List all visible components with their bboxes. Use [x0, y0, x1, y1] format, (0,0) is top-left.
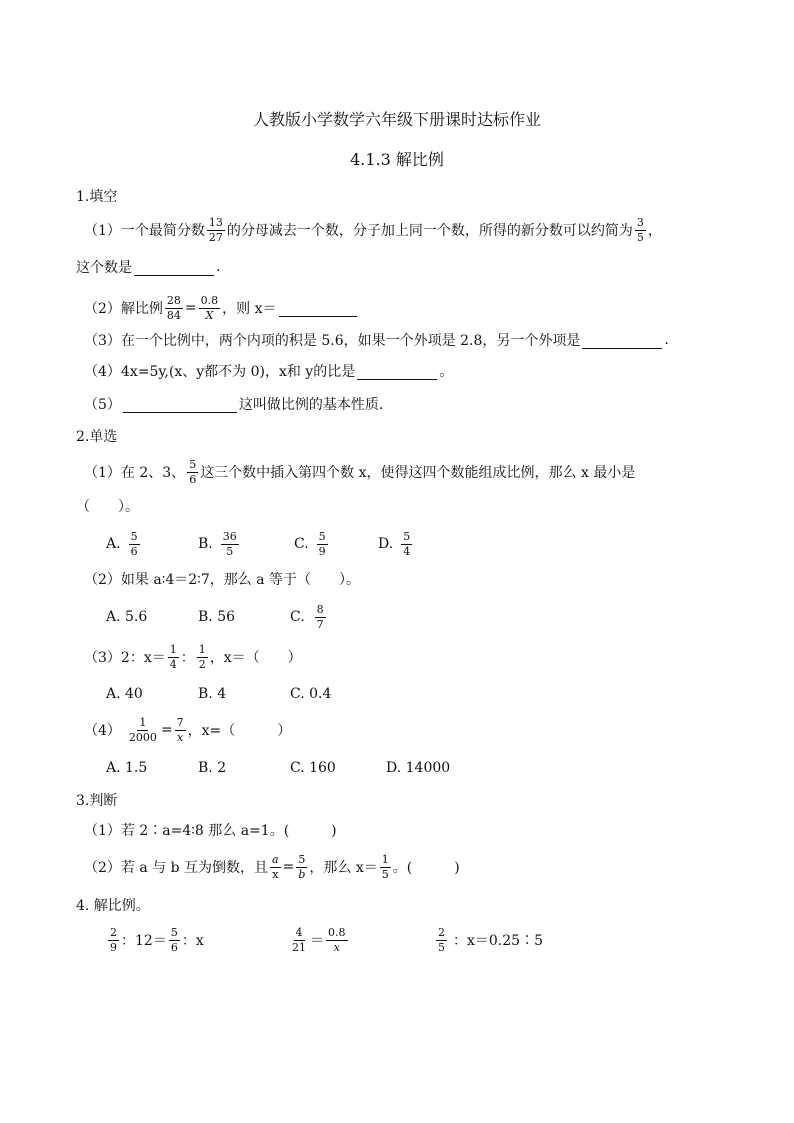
- answer-blank[interactable]: [279, 300, 357, 317]
- option-d[interactable]: D. 14000: [386, 760, 451, 776]
- answer-blank[interactable]: [582, 332, 662, 349]
- fraction: $\frac{36}{5}$: [222, 529, 237, 558]
- s1-q4: （4） 4x=5y,(x、y都不为 0)，x和 y的比是 。: [84, 364, 454, 380]
- fraction: $\frac{5}{6}$: [130, 529, 138, 558]
- section-1-heading: 1.填空: [76, 189, 118, 205]
- fraction: $\frac{1}{5}$: [381, 852, 389, 881]
- fraction: $\frac{5}{9}$: [318, 529, 326, 558]
- fraction: $\frac{1}{2}$: [198, 642, 206, 671]
- s1-q3: （3） 在一个比例中，两个内项的积是 5.6，如果一个外项是 2.8，另一个外项是 .: [84, 332, 669, 349]
- fraction: $\frac{5}{6}$: [170, 925, 178, 954]
- answer-blank[interactable]: [123, 396, 237, 413]
- answer-blank[interactable]: [134, 259, 214, 276]
- fraction: $\frac{13}{27}$: [208, 215, 223, 244]
- option-b[interactable]: B. 56: [198, 609, 236, 625]
- s2-q4: （4） $\frac{1}{2000}$ = $\frac{7}{x}$ ，x=（ ）: [84, 715, 292, 744]
- option-b[interactable]: B. 4: [198, 686, 227, 702]
- fraction: $\frac{4}{21}$: [292, 925, 306, 954]
- fraction: $\frac{1}{2000}$: [128, 715, 157, 744]
- s2-q1: （1） 在 2、3、 $\frac{5}{6}$ 这三个数中插入第四个数 x，使得这四个数能组成比例，那么 x 最小是: [84, 457, 636, 486]
- option-c[interactable]: C. 0.4: [290, 686, 332, 702]
- fraction: $\frac{2}{5}$: [438, 925, 445, 954]
- s2-q1-paren: （ ）。: [76, 499, 139, 515]
- s4-equation-3: $\frac{2}{5}$ ：x＝0.25∶5: [438, 925, 543, 954]
- s1-q2: （2） 解比例 $\frac{28}{84}$ = $\frac{0.8}{X}$ ，则 x＝: [84, 296, 359, 320]
- section-2-heading: 2.单选: [76, 429, 118, 445]
- option-c[interactable]: C. 160: [290, 760, 336, 776]
- fraction: $\frac{8}{7}$: [316, 602, 324, 631]
- fraction: $\frac{7}{x}$: [176, 715, 184, 744]
- s3-q1: （1） 若 2∶a=4∶8 那么 a=1。( ): [84, 823, 337, 839]
- doc-subtitle: 4.1.3 解比例: [350, 149, 444, 169]
- section-4-heading: 4. 解比例。: [76, 898, 150, 914]
- s4-equation-2: $\frac{4}{21}$ ＝ $\frac{0.8}{x}$: [292, 925, 346, 954]
- fraction: $\frac{a}{x}$: [272, 852, 279, 881]
- option-a[interactable]: A. 5.6: [106, 609, 148, 625]
- s4-equation-1: $\frac{2}{9}$ ：12＝ $\frac{5}{6}$ ：x: [110, 925, 204, 954]
- fraction: $\frac{3}{5}$: [636, 215, 644, 244]
- option-c[interactable]: C. $\frac{8}{7}$: [290, 602, 324, 631]
- fraction: $\frac{2}{9}$: [110, 925, 117, 954]
- s1-q1: （1） 一个最简分数 $\frac{13}{27}$ 的分母减去一个数，分子加上同一个数，所得的新分数可以约简为 $\frac{3}{5}$ ，: [84, 215, 662, 244]
- section-3-heading: 3.判断: [76, 793, 118, 809]
- fraction: $\frac{0.8}{x}$: [328, 925, 346, 954]
- s2-q2: （2） 如果 a∶4＝2∶7，那么 a 等于（ ）。: [84, 572, 360, 588]
- s1-q1-cont: 这个数是 .: [76, 259, 221, 276]
- s3-q2: （2） 若 a 与 b 互为倒数，且 $\frac{a}{x}$ = $\frac{5}{b}$ ，那么 x＝ $\frac{1}{5}$ 。( ): [84, 852, 460, 881]
- option-a[interactable]: A. 1.5: [106, 760, 148, 776]
- answer-blank[interactable]: [357, 363, 437, 380]
- option-d[interactable]: D. $\frac{5}{4}$: [378, 529, 411, 558]
- fraction: $\frac{28}{84}$: [166, 293, 181, 322]
- fraction: $\frac{0.8}{X}$: [200, 293, 219, 322]
- fraction: $\frac{5}{4}$: [403, 529, 411, 558]
- option-b[interactable]: B. $\frac{36}{5}$: [198, 529, 237, 558]
- s2-q3: （3） 2：x＝ $\frac{1}{4}$ ： $\frac{1}{2}$ ，x＝（ ）: [84, 642, 302, 671]
- fraction: $\frac{5}{b}$: [298, 852, 306, 881]
- option-a[interactable]: A. $\frac{5}{6}$: [106, 529, 138, 558]
- option-c[interactable]: C. $\frac{5}{9}$: [294, 529, 326, 558]
- fraction: $\frac{1}{4}$: [169, 642, 177, 671]
- fraction: $\frac{5}{6}$: [189, 457, 197, 486]
- option-a[interactable]: A. 40: [106, 686, 143, 702]
- doc-title: 人教版小学数学六年级下册课时达标作业: [252, 109, 541, 129]
- option-b[interactable]: B. 2: [198, 760, 227, 776]
- s1-q5: （5） 这叫做比例的基本性质.: [84, 397, 384, 413]
